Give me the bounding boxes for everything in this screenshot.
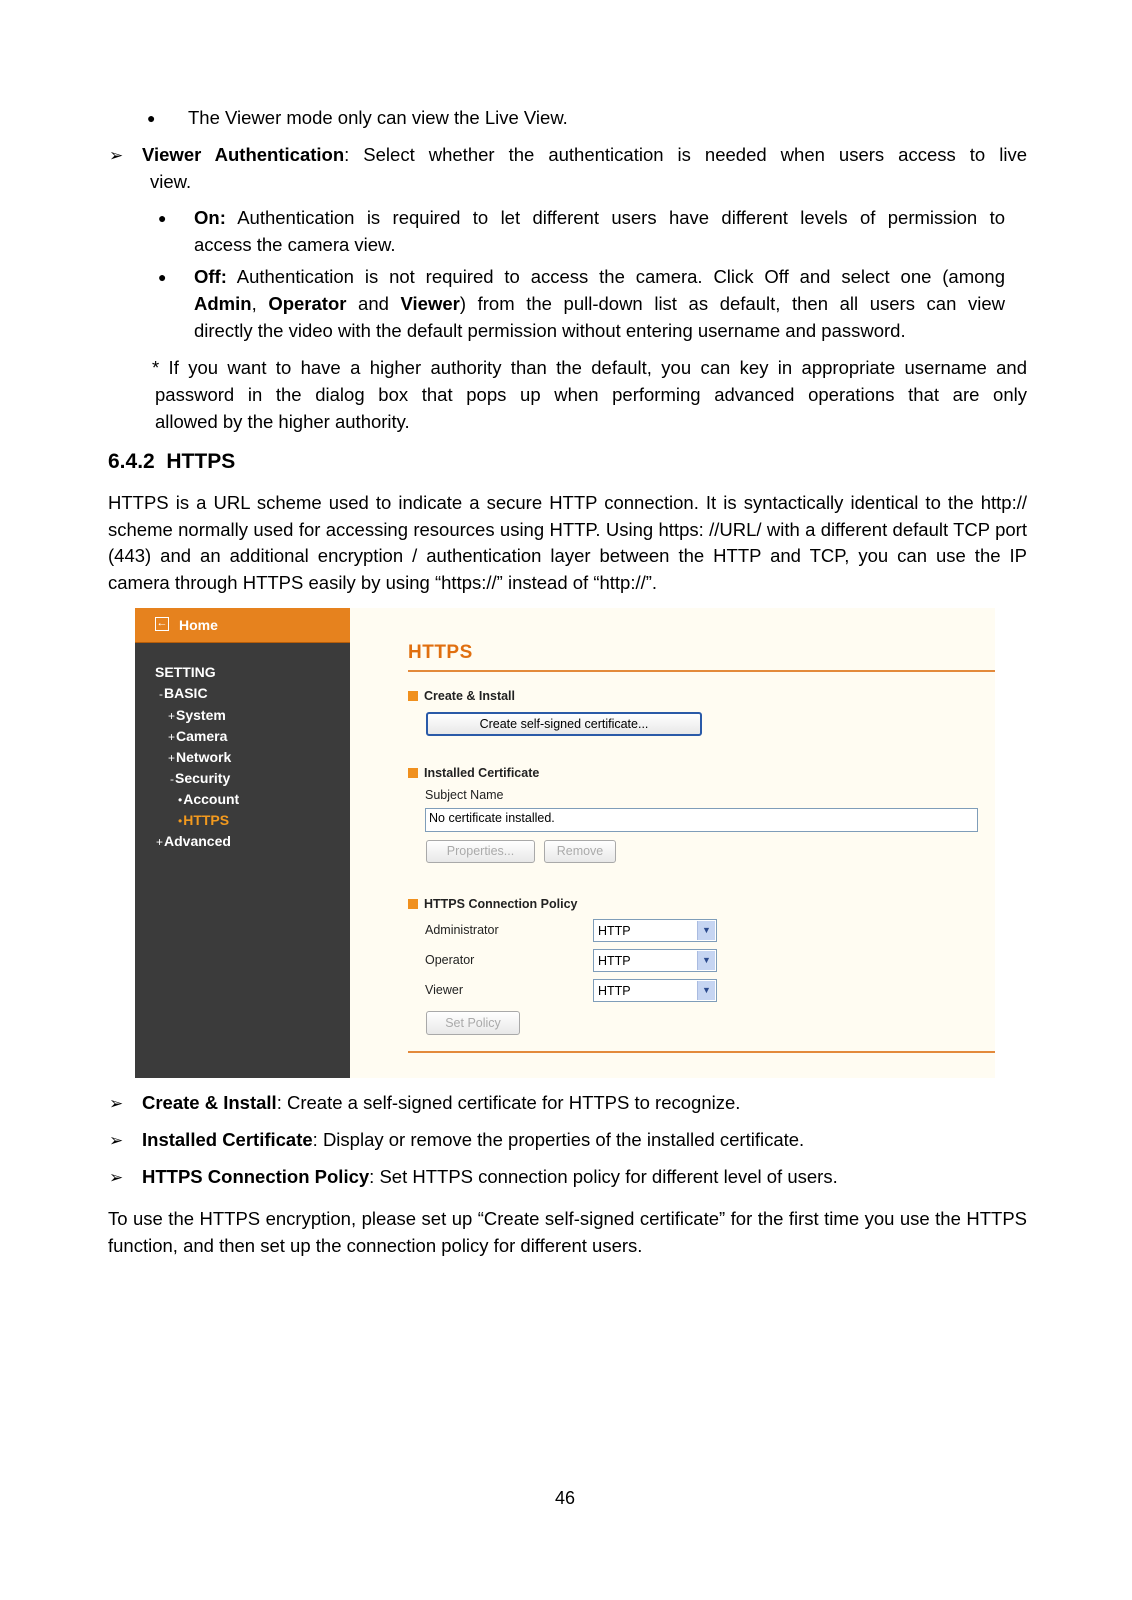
sidebar-item-label: Advanced: [164, 833, 231, 849]
bottom-divider: [408, 1051, 995, 1053]
section-label: HTTPS Connection Policy: [424, 897, 578, 911]
viewer-auth-line: [142, 142, 1027, 169]
page-number: 46: [555, 1488, 576, 1508]
panel-title: HTTPS: [408, 642, 473, 663]
bullet-icon: •: [178, 814, 183, 828]
sidebar-item-label: HTTPS: [183, 812, 230, 828]
expand-icon: +: [168, 709, 176, 723]
sidebar-item-system[interactable]: [168, 707, 226, 723]
note-line1: * If you want to have a higher authority than the default, you can key in appropriate username and: [152, 357, 1027, 378]
section-number: 6.4.2: [108, 450, 155, 473]
sidebar-item-label: BASIC: [164, 685, 208, 701]
chevron-down-icon: ▼: [697, 981, 715, 1000]
off-comma: ,: [251, 293, 269, 314]
arrow-bullet-icon: ➢: [109, 1094, 124, 1113]
viewer-policy-select[interactable]: [593, 979, 717, 1002]
sidebar-item-label: Camera: [176, 728, 228, 744]
note-line2: password in the dialog box that pops up when performing advanced operations that are only: [155, 384, 1027, 405]
section-marker-icon: [408, 691, 418, 701]
policy-term: HTTPS Connection Policy: [142, 1166, 370, 1187]
operator-label: Operator: [425, 953, 475, 967]
remove-button[interactable]: Remove: [544, 840, 616, 863]
arrow-bullet-icon: ➢: [109, 146, 124, 165]
chevron-down-icon: ▼: [697, 951, 715, 970]
sidebar-item-advanced[interactable]: [156, 833, 231, 849]
note-line3: allowed by the higher authority.: [155, 411, 410, 432]
section-title: HTTPS: [166, 450, 236, 473]
https-policy-heading: [408, 897, 578, 911]
viewer-mode-text: The Viewer mode only can view the Live View.: [188, 107, 568, 128]
home-label: Home: [179, 617, 218, 633]
operator-policy-select[interactable]: [593, 949, 717, 972]
policy-line: [142, 1164, 838, 1191]
settings-sidebar: [135, 608, 350, 1078]
viewer-auth-line2: view.: [150, 171, 192, 192]
administrator-policy-select[interactable]: [593, 919, 717, 942]
sidebar-item-security[interactable]: [170, 770, 230, 786]
administrator-label: Administrator: [425, 923, 499, 937]
policy-desc: : Set HTTPS connection policy for different level of users.: [369, 1166, 838, 1187]
collapse-icon: -: [159, 687, 163, 701]
closing-paragraph: To use the HTTPS encryption, please set up “Create self-signed certificate” for the first time you use the HTTPS function, and then set up the connection policy for different users.: [108, 1208, 1027, 1256]
installed-cert-term: Installed Certificate: [142, 1129, 313, 1150]
off-and: and: [346, 293, 401, 314]
expand-icon: +: [168, 730, 176, 744]
set-policy-button[interactable]: Set Policy: [426, 1011, 520, 1035]
on-desc: Authentication is required to let different users have different levels of permission to: [225, 207, 1005, 228]
off-viewer: Viewer: [400, 293, 460, 314]
viewer-label: Viewer: [425, 983, 463, 997]
sidebar-item-label: Network: [176, 749, 232, 765]
installed-certificate-heading: [408, 766, 539, 780]
section-heading: [108, 450, 235, 474]
select-value: HTTP: [598, 954, 631, 968]
expand-icon: +: [168, 751, 176, 765]
select-value: HTTP: [598, 924, 631, 938]
arrow-bullet-icon: ➢: [109, 1168, 124, 1187]
create-install-term: Create & Install: [142, 1092, 277, 1113]
off-line3: directly the video with the default permission without entering username and password.: [194, 320, 906, 341]
properties-button[interactable]: Properties...: [426, 840, 535, 863]
off-desc2: ) from the pull-down list as default, then all users can view: [459, 293, 1005, 314]
create-install-line: [142, 1090, 740, 1117]
sidebar-item-camera[interactable]: [168, 728, 227, 744]
bullet-icon: •: [178, 793, 183, 807]
https-settings-screenshot: [135, 608, 995, 1078]
bullet-dot: ●: [147, 110, 156, 126]
off-line2: [194, 291, 1005, 318]
expand-icon: +: [156, 835, 164, 849]
collapse-icon: -: [170, 772, 174, 786]
viewer-auth-desc: : Select whether the authentication is needed when users access to live: [344, 144, 1027, 165]
sidebar-item-label: Account: [183, 791, 240, 807]
title-divider: [408, 670, 995, 672]
off-operator: Operator: [268, 293, 347, 314]
section-marker-icon: [408, 768, 418, 778]
on-line2: access the camera view.: [194, 234, 396, 255]
sidebar-item-account[interactable]: [178, 791, 239, 807]
home-link[interactable]: [135, 608, 350, 643]
create-install-heading: [408, 689, 515, 703]
chevron-down-icon: ▼: [697, 921, 715, 940]
section-intro: HTTPS is a URL scheme used to indicate a secure HTTP connection. It is syntactically identical to the http:// scheme normally used for accessing resources using HTTP. Using https: //URL/ with a different default TCP port (443) and an additional encryption / authentication layer between the HTTP and TCP, you can use the IP camera through HTTPS easily by using “https://” instead of “http://”.: [108, 492, 1027, 593]
installed-cert-line: [142, 1127, 804, 1154]
section-label: Installed Certificate: [424, 766, 540, 780]
section-marker-icon: [408, 899, 418, 909]
create-install-desc: : Create a self-signed certificate for HTTPS to recognize.: [276, 1092, 741, 1113]
off-term: Off:: [194, 266, 227, 287]
off-admin: Admin: [194, 293, 252, 314]
sidebar-item-basic[interactable]: [159, 685, 208, 701]
off-line: [194, 264, 1005, 291]
sidebar-item-network[interactable]: [168, 749, 231, 765]
sidebar-item-https[interactable]: [178, 812, 229, 828]
sidebar-heading-setting: SETTING: [155, 664, 216, 680]
on-term: On:: [194, 207, 226, 228]
arrow-bullet-icon: ➢: [109, 1131, 124, 1150]
sidebar-item-label: System: [176, 707, 226, 723]
https-settings-panel: [350, 608, 995, 1078]
subject-name-label: Subject Name: [425, 788, 504, 802]
off-desc: Authentication is not required to access the camera. Click Off and select one (among: [226, 266, 1005, 287]
create-certificate-button[interactable]: Create self-signed certificate...: [426, 712, 702, 736]
section-label: Create & Install: [424, 689, 516, 703]
viewer-auth-term: Viewer Authentication: [142, 144, 345, 165]
bullet-dot: ●: [158, 269, 167, 285]
bullet-dot: ●: [158, 210, 167, 226]
back-arrow-icon: ←: [156, 617, 168, 629]
subject-name-field[interactable]: No certificate installed.: [425, 808, 978, 832]
sidebar-item-label: Security: [175, 770, 231, 786]
on-line: [194, 205, 1005, 232]
select-value: HTTP: [598, 984, 631, 998]
installed-cert-desc: : Display or remove the properties of the installed certificate.: [312, 1129, 805, 1150]
